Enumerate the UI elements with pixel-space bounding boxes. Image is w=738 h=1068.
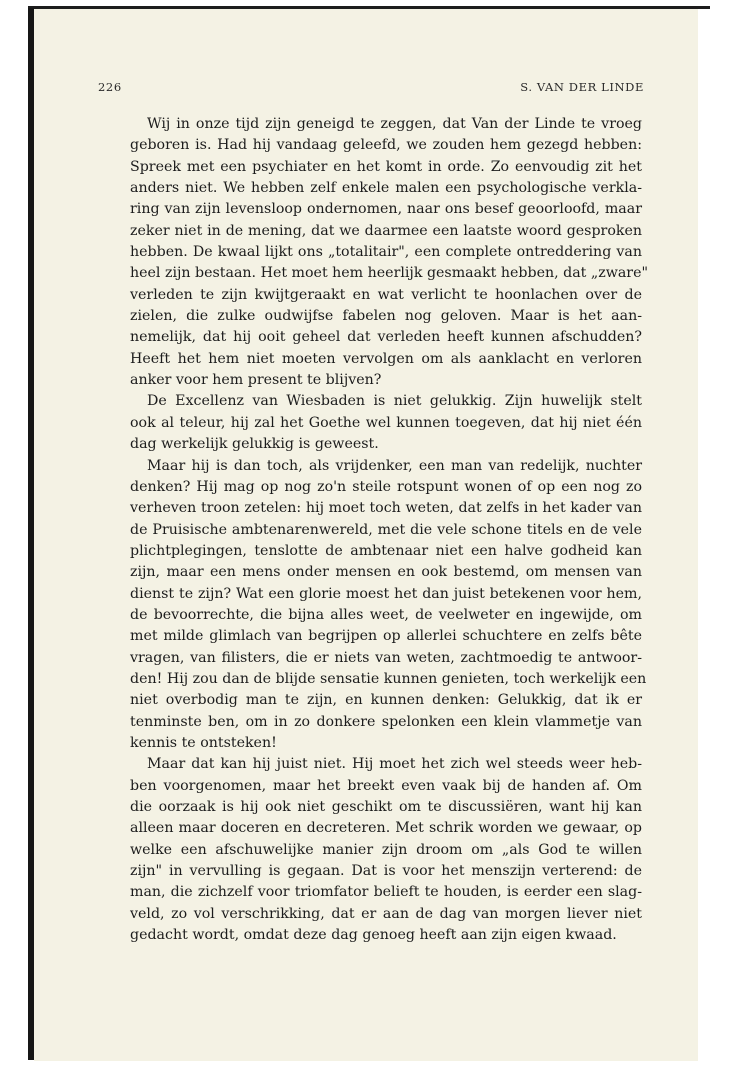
text-line: verheven troon zetelen: hij moet toch weten, dat zelfs in het kader van [130,500,642,517]
text-line: vragen, van filisters, die er niets van weten, zachtmoedig te antwoor- [130,649,642,666]
text-line: Maar dat kan hij juist niet. Hij moet het zich wel steeds weer heb- [147,756,642,773]
text-line: geboren is. Had hij vandaag geleefd, we zouden hem gezegd hebben: [130,137,642,154]
text-line: Wij in onze tijd zijn geneigd te zeggen, dat Van der Linde te vroeg [147,116,642,132]
text-line: De Excellenz van Wiesbaden is niet gelukkig. Zijn huwelijk stelt [147,393,642,410]
text-line: man, die zichzelf voor triomfator belieft te houden, is eerder een slag- [130,884,642,901]
text-line: Heeft het hem niet moeten vervolgen om als aanklacht en verloren [130,350,642,367]
text-line: denken? Hij mag op nog zo'n steile rotspunt wonen of op een nog zo [130,478,642,495]
page-number: 226 [98,80,122,94]
text-line: plichtplegingen, tenslotte de ambtenaar niet een halve godheid kan [130,542,642,559]
text-line: de bevoorrechte, die bijna alles weet, de veelweter en ingewijde, om [130,606,642,623]
text-line: zielen, die zulke oudwijfse fabelen nog geloven. Maar is het aan- [130,308,642,325]
text-line: welke een afschuwelijke manier zijn droom om „als God te willen [130,841,642,858]
text-line: zeker niet in de mening, dat we daarmee een laatste woord gesproken [130,222,642,239]
text-line: anders niet. We hebben zelf enkele malen een psychologische verkla- [130,180,642,197]
body-text [130,114,649,946]
text-line: de Pruisische ambtenarenwereld, met die vele schone titels en de vele [130,521,642,538]
text-line: gedacht wordt, omdat deze dag genoeg heeft aan zijn eigen kwaad. [130,927,617,944]
text-line: ben voorgenomen, maar het breekt even vaak bij de handen af. Om [130,777,642,794]
text-line: tenminste ben, om in zo donkere spelonken een klein vlammetje van [130,713,642,730]
text-line: ring van zijn levensloop ondernomen, naar ons besef geoorloofd, maar [130,201,642,218]
page-header [98,80,644,96]
text-line: met milde glimlach van begrijpen op allerlei schuchtere en zelfs bête [130,628,642,645]
text-line: Spreek met een psychiater en het komt in orde. Zo eenvoudig zit het [130,158,642,175]
text-line: veld, zo vol verschrikking, dat er aan de dag van morgen liever niet [130,905,642,922]
text-line: zijn, maar een mens onder mensen en ook bestemd, om mensen van [130,564,642,581]
text-line: die oorzaak is hij ook niet geschikt om te discussiëren, want hij kan [130,799,642,815]
text-line: zijn" in vervulling is gegaan. Dat is voor het menszijn verterend: de [130,863,642,880]
text-line: niet overbodig man te zijn, en kunnen denken: Gelukkig, dat ik er [130,692,642,709]
text-line: anker voor hem present te blijven? [130,372,382,389]
text-line: verleden te zijn kwijtgeraakt en wat verlicht te hoonlachen over de [130,286,642,303]
text-line: nemelijk, dat hij ooit geheel dat verleden heeft kunnen afschudden? [130,329,642,346]
text-line: den! Hij zou dan de blijde sensatie kunnen genieten, toch werkelijk een [130,670,647,687]
text-line: hebben. De kwaal lijkt ons „totalitair", een complete ontreddering van [130,244,642,261]
text-line: dag werkelijk gelukkig is geweest. [130,436,379,453]
text-line: heel zijn bestaan. Het moet hem heerlijk gesmaakt hebben, dat „zware" [130,265,649,282]
text-line: dienst te zijn? Wat een glorie moest het dan juist betekenen voor hem, [130,585,642,602]
text-line: alleen maar doceren en decreteren. Met schrik worden we gewaar, op [130,820,642,837]
text-line: Maar hij is dan toch, als vrijdenker, een man van redelijk, nuchter [147,457,642,474]
running-head: S. VAN DER LINDE [520,80,644,94]
text-line: kennis te ontsteken! [130,734,277,751]
text-line: ook al teleur, hij zal het Goethe wel kunnen toegeven, dat hij niet één [130,414,642,431]
